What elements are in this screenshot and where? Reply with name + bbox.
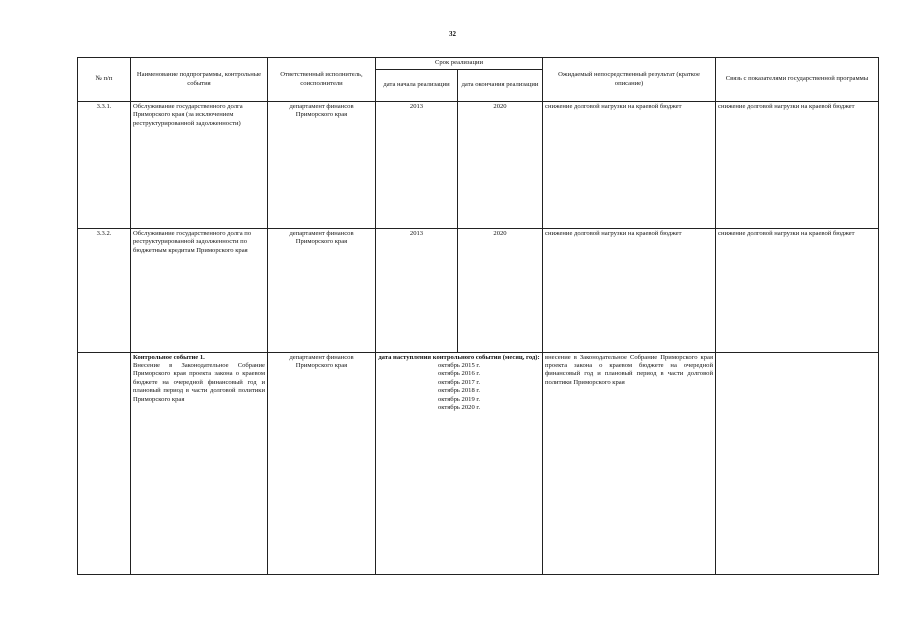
control-date-item: октябрь 2018 г. xyxy=(438,387,480,395)
header-row-top xyxy=(78,58,879,70)
row-result: внесение в Законодательное Собрание Приморского края проекта закона о краевом бюджете на очередной финансовый год и плановый период в части долговой политики Приморского края xyxy=(543,352,716,574)
row-number: 3.3.2. xyxy=(78,228,131,352)
row-name: Обслуживание государственного долга по реструктурированной задолженности по бюджетным кредитам Приморского края xyxy=(131,228,268,352)
header-responsible: Ответственный исполнитель, соисполнители xyxy=(268,58,376,102)
control-date-item: октябрь 2017 г. xyxy=(438,378,480,386)
table-row xyxy=(78,102,879,229)
table-row xyxy=(78,352,879,574)
control-event-title: Контрольное событие 1. xyxy=(133,353,205,361)
header-link: Связь с показателями государственной программы xyxy=(716,58,879,102)
row-name: Обслуживание государственного долга Приморского края (за исключением реструктурированной задолженности) xyxy=(131,102,268,229)
implementation-table xyxy=(77,57,879,575)
row-start-date: 2013 xyxy=(376,228,458,352)
header-end: дата окончания реализации xyxy=(458,70,543,102)
row-start-date: 2013 xyxy=(376,102,458,229)
control-event-text: Внесение в Законодательное Собрание Приморского края проекта закона о краевом бюджете на очередной финансовый год и плановый период в части долговой политики Приморского края xyxy=(133,361,265,403)
row-number xyxy=(78,352,131,574)
row-result: снижение долговой нагрузки на краевой бюджет xyxy=(543,228,716,352)
row-result: снижение долговой нагрузки на краевой бюджет xyxy=(543,102,716,229)
control-dates-heading: дата наступления контрольного события (месяц, год): xyxy=(378,353,540,361)
row-end-date: 2020 xyxy=(458,102,543,229)
header-num: № п/п xyxy=(78,58,131,102)
control-date-item: октябрь 2020 г. xyxy=(438,404,480,412)
control-date-item: октябрь 2019 г. xyxy=(438,395,480,403)
row-responsible: департамент финансов Приморского края xyxy=(268,352,376,574)
row-link: снижение долговой нагрузки на краевой бюджет xyxy=(716,228,879,352)
header-period: Срок реализации xyxy=(376,58,543,70)
header-start: дата начала реализации xyxy=(376,70,458,102)
row-responsible: департамент финансов Приморского края xyxy=(268,228,376,352)
row-link: снижение долговой нагрузки на краевой бюджет xyxy=(716,102,879,229)
row-end-date: 2020 xyxy=(458,228,543,352)
header-name: Наименование подпрограммы, контрольные события xyxy=(131,58,268,102)
table-row xyxy=(78,228,879,352)
row-name xyxy=(131,352,268,574)
page-number: 32 xyxy=(449,30,456,38)
row-number: 3.3.1. xyxy=(78,102,131,229)
row-link xyxy=(716,352,879,574)
control-date-item: октябрь 2015 г. xyxy=(438,361,480,369)
header-result: Ожидаемый непосредственный результат (краткое описание) xyxy=(543,58,716,102)
row-responsible: департамент финансов Приморского края xyxy=(268,102,376,229)
row-control-dates xyxy=(376,352,543,574)
control-date-item: октябрь 2016 г. xyxy=(438,370,480,378)
